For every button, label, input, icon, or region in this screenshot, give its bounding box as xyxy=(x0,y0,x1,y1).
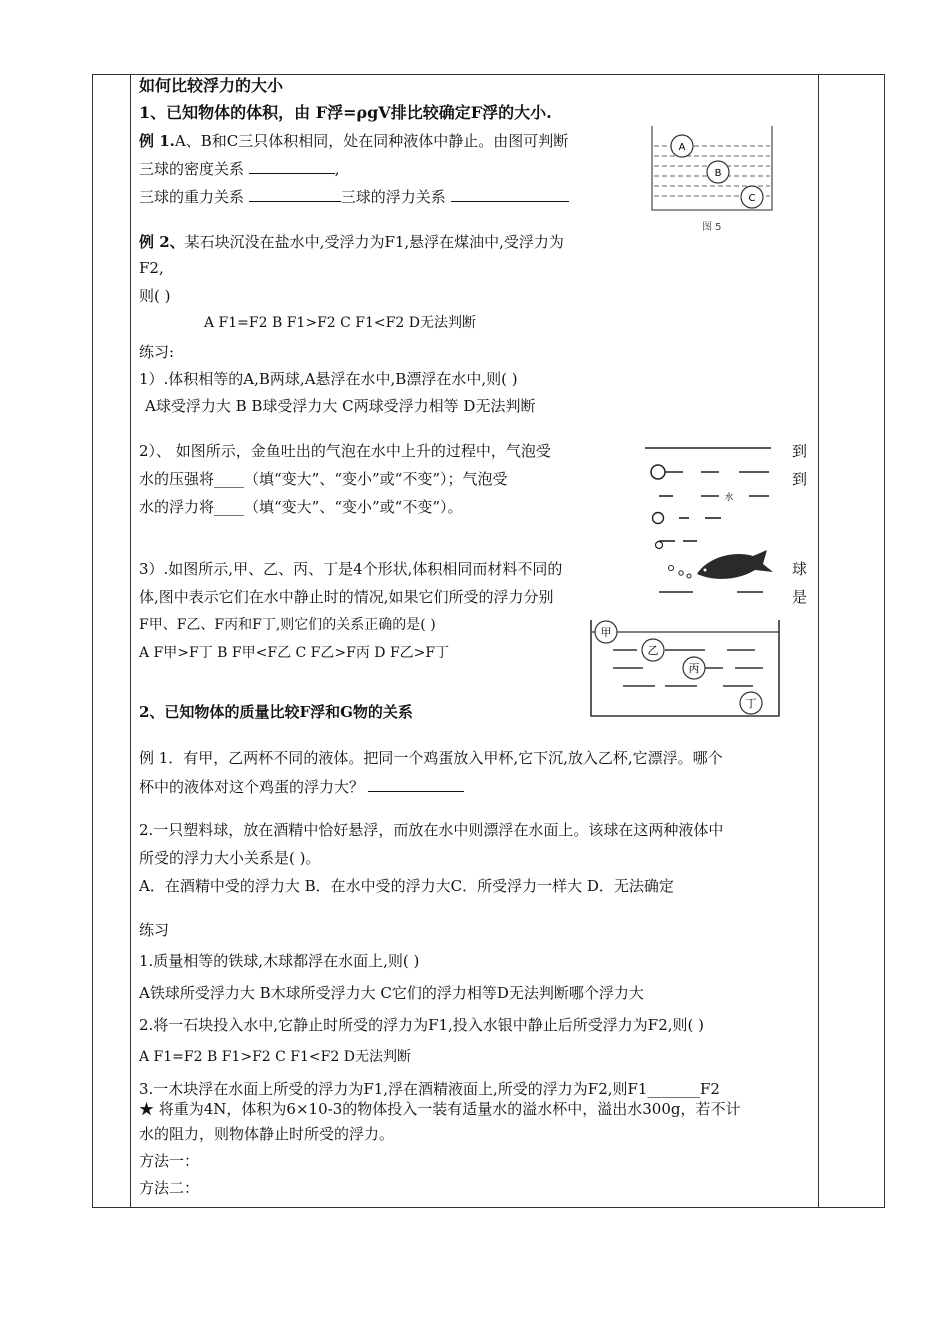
practice-q3-line1-end: 球 xyxy=(792,560,808,578)
ball-b-label: B xyxy=(714,168,722,179)
practice-label-1: 练习: xyxy=(139,343,175,361)
weight-relation-label: 三球的重力关系 xyxy=(139,188,249,206)
bubble-small xyxy=(656,542,663,549)
example2-line3: 则( ) xyxy=(139,287,171,305)
table-left-divider xyxy=(130,74,131,1208)
part2-example1-line2: 杯中的液体对这个鸡蛋的浮力大？ xyxy=(139,776,464,797)
goldfish-figure xyxy=(645,440,785,605)
weight-blank xyxy=(249,186,341,202)
practice2-q2-options: A F1=F2 B F1>F2 C F1<F2 D无法判断 xyxy=(139,1049,411,1065)
practice-q3-line2: 体,图中表示它们在水中静止时的情况,如果它们所受的浮力分别 xyxy=(139,588,554,606)
practice-q3-line1: 3）.如图所示,甲、乙、丙、丁是4个形状,体积相同而材料不同的 xyxy=(139,560,563,578)
part2-example2-line2: 所受的浮力大小关系是( )。 xyxy=(139,849,321,867)
answer-blank xyxy=(368,776,464,792)
practice-q2-line2: 水的压强将____（填“变大”、“变小”或“不变”）；气泡受 xyxy=(139,470,508,488)
table-right-divider xyxy=(818,74,819,1208)
goldfish-icon xyxy=(697,550,773,579)
part2-heading: 2、已知物体的质量比较F浮和G物的关系 xyxy=(139,703,413,721)
part2-example1-line1: 例 1．有甲，乙两杯不同的液体。把同一个鸡蛋放入甲杯,它下沉,放入乙杯,它漂浮。哪个 xyxy=(139,749,723,767)
figure-5-caption: 图 5 xyxy=(702,222,722,233)
density-relation-label: 三球的密度关系 xyxy=(139,160,249,178)
method-2: 方法二： xyxy=(139,1179,200,1197)
practice-q1-options: A球受浮力大 B B球受浮力大 C两球受浮力相等 D无法判断 xyxy=(145,397,536,415)
ball-ding-label: 丁 xyxy=(745,697,757,710)
buoyancy-blank xyxy=(451,186,569,202)
ball-yi-label: 乙 xyxy=(647,644,659,657)
density-blank xyxy=(249,158,335,174)
example2-label: 例 2、 xyxy=(139,233,185,251)
part1-heading: 1、已知物体的体积，由 F浮=ρgV排比较确定F浮的大小. xyxy=(139,103,552,122)
example1-text: A、B和C三只体积相同，处在同种液体中静止。由图可判断 xyxy=(174,132,569,150)
practice-q3-line3: F甲、F乙、F丙和F丁,则它们的关系正确的是( ) xyxy=(139,617,436,633)
ball-c-label: C xyxy=(748,193,756,204)
example1-line2: 三球的密度关系 , xyxy=(139,160,340,178)
buoyancy-relation-label: 三球的浮力关系 xyxy=(340,188,451,206)
star-problem-line2: 水的阻力，则物体静止时所受的浮力。 xyxy=(139,1125,395,1143)
practice-q2-line3: 水的浮力将____（填“变大”、“变小”或“不变”）。 xyxy=(139,498,463,516)
example2-line1: 例 2、某石块沉没在盐水中,受浮力为F1,悬浮在煤油中,受浮力为 xyxy=(139,233,564,251)
method-1: 方法一： xyxy=(139,1152,200,1170)
practice2-q2: 2.将一石块投入水中,它静止时所受的浮力为F1,投入水银中静止后所受浮力为F2,则( ) xyxy=(139,1016,704,1034)
practice-q2-line1: 2）、 如图所示，金鱼吐出的气泡在水中上升的过程中，气泡受 xyxy=(139,442,551,460)
practice-q3-options: A F甲>F丁 B F甲<F乙 C F乙>F丙 D F乙>F丁 xyxy=(139,645,450,661)
star-problem-line1: ★ 将重为4N，体积为6×10-3的物体投入一装有适量水的溢水杯中，溢出水300g，若不计 xyxy=(139,1100,741,1118)
example2-line2: F2, xyxy=(139,259,164,277)
practice-q1: 1）.体积相等的A,B两球,A悬浮在水中,B漂浮在水中,则( ) xyxy=(139,370,518,388)
ball-jia-label: 甲 xyxy=(600,626,612,639)
practice2-q1: 1.质量相等的铁球,木球都浮在水面上,则( ) xyxy=(139,952,420,970)
example1-label: 例 1. xyxy=(139,132,175,150)
bubble-large xyxy=(651,465,665,479)
practice2-q1-options: A铁球所受浮力大 B木球所受浮力大 C它们的浮力相等D无法判断哪个浮力大 xyxy=(139,984,644,1002)
water-label: 水 xyxy=(724,493,734,503)
practice-q2-line2-end: 到 xyxy=(792,470,808,488)
practice-q2-line1-end: 到 xyxy=(792,442,808,460)
part2-example2-options: A．在酒精中受的浮力大 B．在水中受的浮力大C．所受浮力一样大 D．无法确定 xyxy=(139,877,674,895)
bubble-medium xyxy=(653,513,664,524)
practice-label-2: 练习 xyxy=(139,921,170,939)
ball-a-label: A xyxy=(678,142,686,153)
example2-options: A F1=F2 B F1>F2 C F1<F2 D无法判断 xyxy=(204,315,476,331)
ball-bing-label: 丙 xyxy=(688,662,700,675)
balls-figure xyxy=(585,618,785,718)
example1-line1 xyxy=(139,131,568,151)
practice2-q3: 3.一木块浮在水面上所受的浮力为F1,浮在酒精液面上,所受的浮力为F2,则F1_______F2 xyxy=(139,1080,720,1098)
practice-q3-line2-end: 是 xyxy=(792,588,808,606)
figure-5 xyxy=(650,124,775,239)
section-title: 如何比较浮力的大小 xyxy=(139,76,284,95)
part2-example2-line1: 2.一只塑料球，放在酒精中恰好悬浮，而放在水中则漂浮在水面上。该球在这两种液体中 xyxy=(139,821,724,839)
example1-line3 xyxy=(139,186,569,207)
